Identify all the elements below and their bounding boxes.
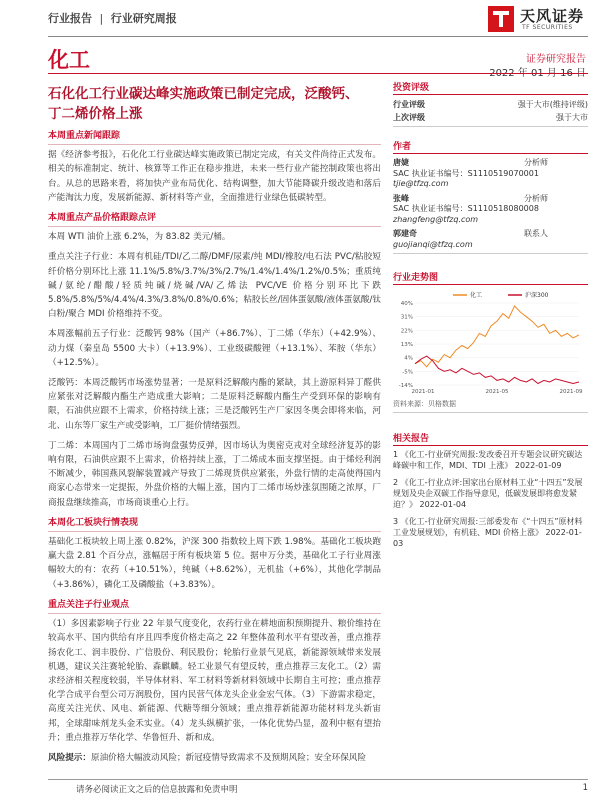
- section-views-title: 重点关注子行业观点: [48, 598, 381, 614]
- legend-label: 化工: [470, 292, 483, 299]
- previous-rating-value: 强于大市: [556, 113, 588, 122]
- x-tick-label: 2021-01: [411, 389, 435, 395]
- footer: [48, 783, 588, 795]
- brand-logo: [488, 4, 588, 34]
- analyst-1: [393, 158, 588, 190]
- page-number: 1: [582, 783, 588, 793]
- rating-previous: [393, 111, 588, 127]
- related-reports-list: [393, 449, 588, 549]
- analyst-cert: SAC 执业证书编号：S1110519070001: [393, 168, 539, 178]
- rating-current: [393, 98, 588, 111]
- risk-warning: [48, 751, 381, 765]
- analyst-cert: SAC 执业证书编号：S1110518080008: [393, 204, 539, 213]
- logo-icon: [488, 6, 514, 32]
- y-tick-label: 31%: [400, 314, 413, 321]
- section-news-text: 据《经济参考报》，石化化工行业碳达峰实施政策已制定完成，有关文件尚待正式发布。相关的标准制定、统计、核算等工作正在稳步推进，未来一些行业产能控制政策也将出台。从总的思路来看，将加快产业布局优化、结构调整，加大节能降碳升级改造和落后产能淘汰力度，发展新能源、新材料等产业，全面推进行业绿色低碳转型。: [48, 150, 381, 203]
- rating-label: 行业评级: [393, 100, 425, 109]
- trend-chart-svg: [393, 289, 583, 395]
- section-market-text: 基础化工板块较上周上涨 0.82%，沪深 300 指数较上周下跌 1.98%。基础化工板块跑赢大盘 2.81 个百分点，涨幅居于所有板块第 5 位。据申万分类，基础化工子行业周涨幅较大的有：农药（+10.51%），纯碱（+8.62%），无机盐（+6%），其他化学制品（+3.86%），磷化工及磷酸盐（+3.83%）。: [48, 537, 381, 590]
- report-type: 证券研究报告: [526, 54, 586, 65]
- analyst-email[interactable]: tjie@tfzq.com: [393, 179, 449, 188]
- crumb-weekly: 行业研究周报: [110, 12, 177, 25]
- x-tick-label: 2021-05: [485, 389, 509, 395]
- price-butadiene: 丁二烯：本周国内丁二烯市场询盘强势反弹，因市场认为奥密克戎对全球经济复苏的影响有限，石油供应跟不上需求，价格持续上涨，丁二烯成本面支撑坚挺。由于烯烃利润不断减少，韩国燕风裂解装置减产导致丁二烯现货供应紧张，外盘行情的走高使得国内商家心态带来一定提振，外盘价格的大幅上涨，国内丁二烯市场炒涨氛围随之浓厚，厂商报盘继续推高，市场商谈重心上行。: [48, 440, 381, 508]
- y-tick-label: 13%: [400, 342, 413, 348]
- trend-chart-title: 行业走势图: [393, 270, 588, 285]
- analyst-email[interactable]: zhangfeng@tfzq.com: [393, 214, 479, 224]
- industry-title: 化工: [48, 48, 90, 72]
- analyst-name: 唐婕: [393, 158, 409, 167]
- y-tick-label: -14%: [398, 383, 413, 389]
- y-tick-label: 22%: [400, 328, 413, 335]
- header-divider: [48, 36, 588, 37]
- y-tick-label: 40%: [400, 301, 413, 307]
- header-breadcrumb: [48, 10, 177, 26]
- related-report-item[interactable]: 3 《化工-行业研究周报:三部委发布《“十四五”原材料工业发展规划》，有机硅、MDI 价格上涨》 2022-01-03: [393, 517, 583, 548]
- y-tick-label: 4%: [404, 355, 413, 362]
- contact-email[interactable]: guojianqi@tfzq.com: [393, 239, 473, 249]
- risk-text: 原油价格大幅波动风险；新冠疫情导致需求不及预期风险；安全环保风险: [90, 752, 366, 763]
- related-report-item[interactable]: 2 《化工-行业点评:国家出台原材料工业“十四五”发展规划及央企双碳工作指导意见，低碳发展即将愈发紧迫？》 2022-01-04: [393, 478, 583, 509]
- rating-title: 投资评级: [393, 80, 588, 95]
- section-views-text: （1）多因素影响子行业 22 年景气度变化，农药行业在耕地面积预期提升、粮价维持在较高水平、国内供给有序且四季度价格走高之 22 年整体盈利水平有望改善，重点推荐扬农化工、润丰股份、广信股份、利民股份；轮胎行业景气见底，新能源领域带来发展机遇，建议关注赛轮轮胎、森麒麟。轻工业景气有望反转，重点推荐三友化工。（2）需求经济相关程度较弱，半导体材料、军工材料等新材料领域中长期自主可控；重点推荐化学合成平台型公司万润股份，国内民营气体龙头企业金宏气体。（3）下游需求稳定，高度关注光伏、风电、新能源、代糖等细分领域；重点推荐新能源功能材料龙头新宙邦，全球甜味剂龙头金禾实业。（4）龙头纵横扩张，一体化优势凸显，盈利中枢有望抬升；重点推荐万华化学、华鲁恒升、新和成。: [48, 619, 381, 743]
- title-divider: [48, 73, 588, 74]
- rating-value: 强于大市(维持评级): [517, 100, 588, 109]
- crumb-separator: |: [99, 12, 104, 25]
- logo-subtext: TF SECURITIES: [522, 24, 573, 31]
- analyst-role: 分析师: [524, 193, 548, 203]
- x-tick-label: 2021-09: [559, 389, 583, 395]
- related-report-item[interactable]: 1 《化工-行业研究周报:发改委召开专题会议研究碳达峰碳中和工作，MDI、TDI 上涨》 2022-01-09: [393, 450, 583, 470]
- section-market-title: 本周化工板块行情表现: [48, 516, 381, 532]
- report-date: [489, 64, 586, 79]
- footer-disclaimer: 请务必阅读正文之后的信息披露和免责申明: [76, 785, 238, 795]
- sidebar: [393, 80, 588, 555]
- previous-rating-label: 上次评级: [393, 113, 425, 122]
- contact-role: 联系人: [524, 229, 548, 238]
- section-price-title: 本周重点产品价格跟踪点评: [48, 211, 381, 227]
- price-top5: 本周涨幅前五子行业：泛酸钙 98%（国产（+86.7%）、丁二烯（华东）（+42.9%）、动力煤（秦皇岛 5500 大卡）（+13.9%）、工业级碳酸锂（+13.1%）、苯胺（华东）（+12.5%）。: [48, 329, 381, 368]
- headline-line-2: 丁二烯价格上涨: [48, 106, 143, 122]
- legend-label: 沪深300: [525, 292, 549, 299]
- analyst-2: [393, 194, 588, 226]
- analyst-role: 分析师: [524, 158, 548, 167]
- author-title: 作者: [393, 139, 588, 154]
- contact-name: 郭建奇: [393, 229, 417, 238]
- footer-divider: [48, 779, 588, 780]
- price-subsectors: 重点关注子行业：本周有机硅/TDI/乙二醇/DMF/尿素/纯 MDI/橡胶/电石法 PVC/粘胶短纤价格分别环比上涨 11.1%/5.8%/3.7%/3%/2.7%/1.4%/1.4%/1.2%/0.5%；重质纯碱/氨纶/醋酸/轻质纯碱/烧碱/VA/乙烯法 PVC/VE 价格分别环比下跌 5.8%/5.8%/5%/4.4%/4.3%/3.8%/0.8%/0.6%；粘胶长丝/固体蛋氨酸/液体蛋氨酸/钛白粉/聚合 MDI 价格维持不变。: [48, 252, 381, 320]
- report-headline: [48, 84, 378, 124]
- section-news-title: 本周重点新闻跟踪: [48, 129, 381, 145]
- analyst-name: 张峰: [393, 193, 409, 203]
- contact-1: [393, 229, 588, 254]
- price-calcium-pantothenate: 泛酸钙：本周泛酸钙市场涨势显著；一是原料泛解酸内酯的紧缺，其上游原料异丁醛供应紧张对泛解酸内酯生产造成重大影响；二是原料泛解酸内酯生产受到环保的影响有限，石油供应跟不上需求，价格持续上涨；三是泛酸钙生产厂家因冬奥会即将来临，河北、山东等厂家生产或受影响，工厂挺价情绪强烈。: [48, 378, 381, 431]
- risk-label: 风险提示：: [48, 752, 91, 763]
- price-wti: 本周 WTI 油价上涨 6.2%，为 83.82 美元/桶。: [48, 232, 231, 243]
- main-column: [48, 127, 381, 771]
- chart-source: 资料来源：贝格数据: [393, 399, 588, 413]
- y-tick-label: -5%: [402, 369, 413, 376]
- related-title: 相关报告: [393, 431, 588, 446]
- headline-line-1: 石化化工行业碳达峰实施政策已制定完成，泛酸钙、: [48, 86, 359, 102]
- logo-text: 天风证券: [520, 7, 585, 25]
- crumb-report: 行业报告: [48, 12, 92, 25]
- industry-trend-chart: [393, 289, 583, 395]
